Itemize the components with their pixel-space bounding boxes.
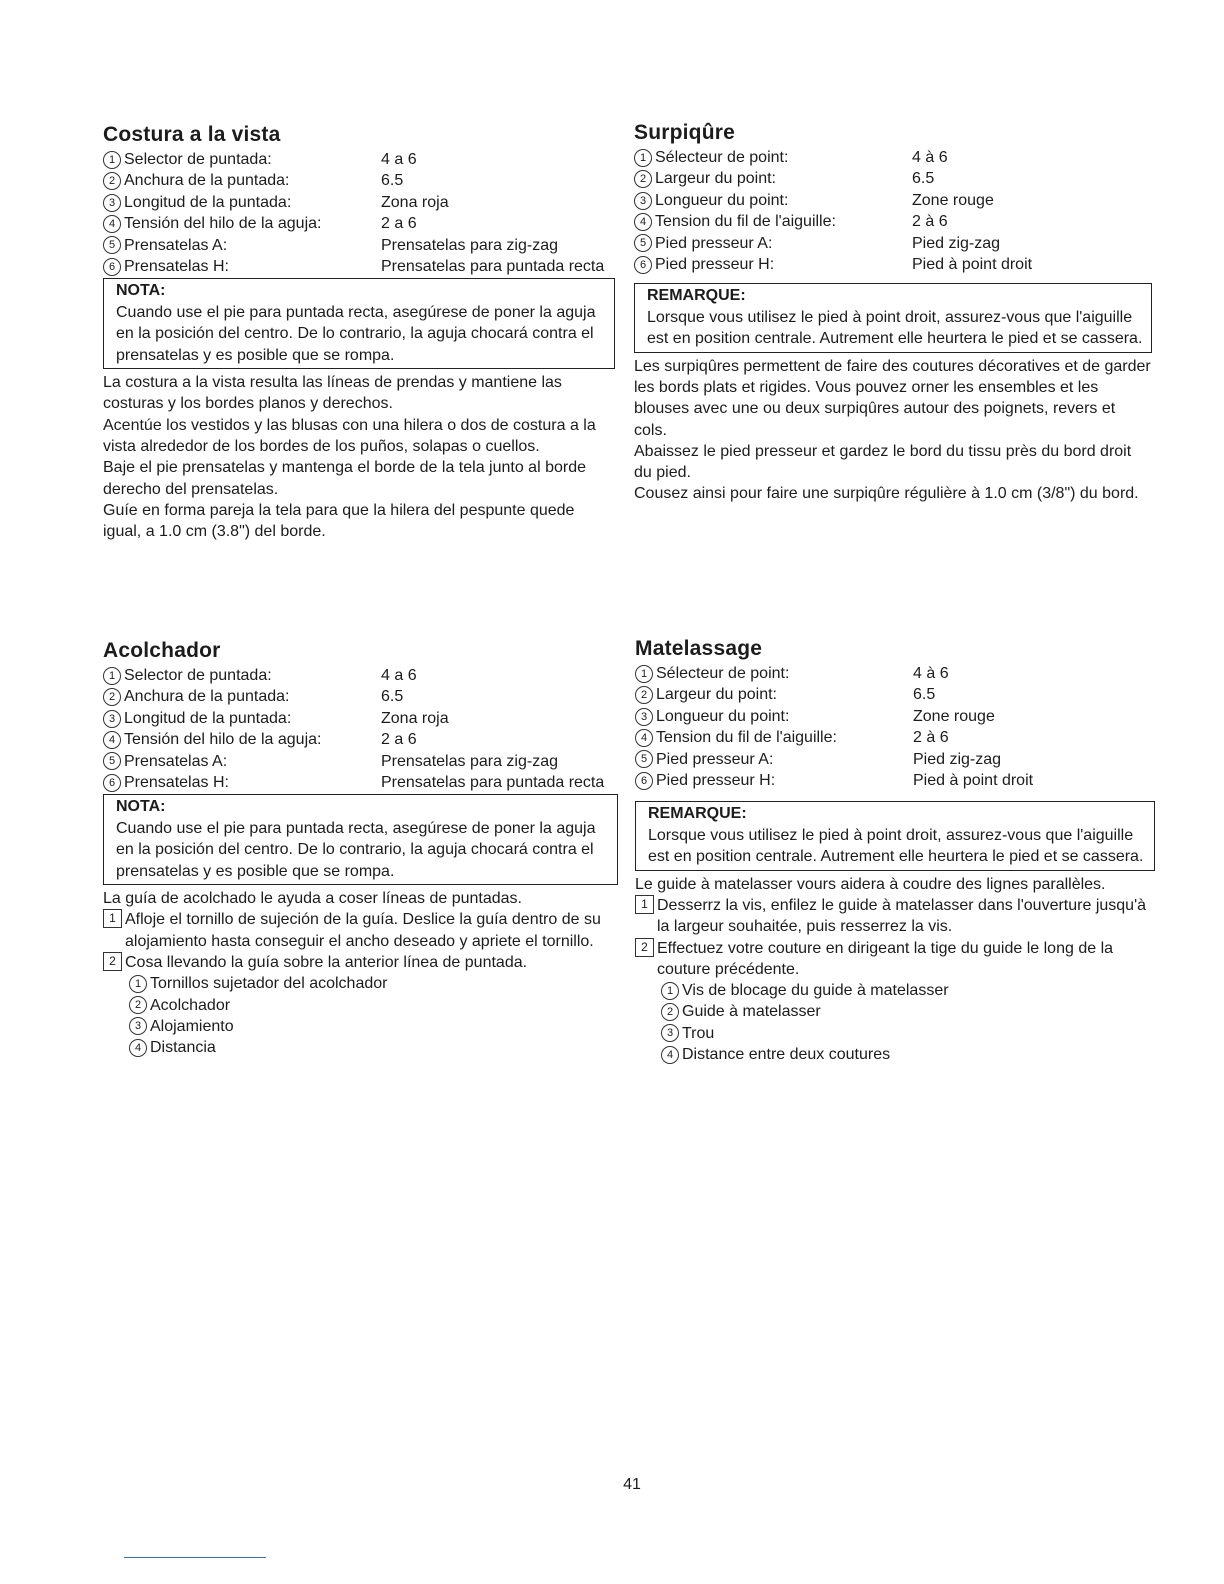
setting-row — [634, 147, 1152, 168]
circled-number: 3 — [103, 194, 121, 212]
setting-value: 4 à 6 — [912, 149, 948, 166]
note-text: Cuando use el pie para puntada recta, asegúrese de poner la aguja en la posición del centro. De lo contrario, la aguja chocará contra el prensatelas y es posible que se rompa. — [116, 303, 596, 364]
section-acolchador — [103, 637, 618, 1058]
setting-label: Tension du fil de l'aiguille: — [655, 213, 836, 231]
setting-row — [103, 256, 615, 277]
setting-label: Longitud de la puntada: — [124, 193, 292, 211]
setting-value: 6.5 — [381, 172, 404, 190]
setting-label: Prensatelas H: — [124, 774, 229, 792]
paragraph: Les surpiqûres permettent de faire des coutures décoratives et de garder les bords plats et rigides. Vous pouvez orner les ensembles et les blouses avec une ou deux surpiqûres autour des poignets, revers et cols. — [634, 357, 1151, 439]
part-item — [129, 995, 618, 1016]
setting-value: Pied à point droit — [913, 772, 1034, 790]
setting-label: Pied presseur A: — [656, 750, 774, 768]
setting-label: Prensatelas A: — [124, 236, 228, 254]
part-item — [661, 1023, 1155, 1044]
circled-number: 5 — [634, 234, 652, 252]
parts-list — [635, 980, 1155, 1065]
setting-value: Zone rouge — [913, 707, 995, 725]
setting-label: Pied presseur A: — [655, 234, 773, 252]
section-title: Surpiqûre — [634, 121, 735, 144]
setting-label: Longitud de la puntada: — [124, 709, 292, 727]
part-label: Guide à matelasser — [682, 1003, 821, 1021]
circled-number: 6 — [103, 258, 121, 276]
section-title: Acolchador — [103, 639, 221, 662]
setting-value: 2 a 6 — [381, 215, 417, 233]
step-text: Desserrz la vis, enfilez le guide à matelasser dans l'ouverture jusqu'à la largeur souhaitée, puis resserrez la vis. — [657, 896, 1147, 936]
setting-label: Pied presseur H: — [656, 772, 776, 790]
paragraph: La costura a la vista resulta las líneas de prendas y mantiene las costuras y los bordes planos y derechos. — [103, 374, 562, 413]
circled-number: 3 — [635, 708, 653, 726]
setting-row — [634, 168, 1152, 189]
step-text: Cosa llevando la guía sobre la anterior línea de puntada. — [125, 953, 528, 971]
setting-row — [103, 686, 618, 707]
setting-label: Pied presseur H: — [655, 256, 775, 274]
step-text: Effectuez votre couture en dirigeant la tige du guide le long de la couture précédente. — [657, 939, 1114, 978]
circled-number: 1 — [103, 151, 121, 169]
setting-label: Largeur du point: — [655, 170, 776, 188]
note-box — [103, 794, 618, 885]
part-item — [661, 1001, 1155, 1022]
circled-number: 1 — [129, 975, 147, 993]
circled-number: 3 — [661, 1024, 679, 1042]
setting-row — [635, 706, 1155, 727]
circled-number: 2 — [103, 172, 121, 190]
setting-label: Tension du fil de l'aiguille: — [656, 729, 837, 747]
circled-number: 2 — [129, 996, 147, 1014]
setting-row — [103, 729, 618, 750]
circled-number: 1 — [635, 665, 653, 683]
step-number: 2 — [103, 952, 122, 971]
intro-text: La guía de acolchado le ayuda a coser líneas de puntadas. — [103, 890, 522, 908]
setting-row — [635, 663, 1155, 684]
part-label: Trou — [682, 1024, 715, 1042]
step-number: 2 — [635, 938, 654, 957]
part-label: Alojamiento — [150, 1017, 234, 1035]
setting-label: Prensatelas H: — [124, 258, 229, 276]
page-number: 41 — [623, 1476, 641, 1493]
setting-value: Pied zig-zag — [913, 750, 1002, 768]
setting-row — [634, 211, 1152, 232]
step-text: Afloje el tornillo de sujeción de la guía. Deslice la guía dentro de su alojamiento hasta conseguir el ancho deseado y apriete el tornillo. — [125, 911, 601, 950]
setting-row — [635, 684, 1155, 705]
note-box — [634, 283, 1152, 352]
setting-row — [103, 192, 615, 213]
setting-value: Zone rouge — [912, 191, 994, 209]
circled-number: 6 — [635, 772, 653, 790]
section-title: Matelassage — [635, 637, 763, 660]
step — [103, 952, 618, 973]
setting-value: Zona roja — [381, 709, 449, 727]
circled-number: 1 — [661, 982, 679, 1000]
part-label: Distance entre deux coutures — [682, 1046, 891, 1064]
circled-number: 3 — [103, 710, 121, 728]
setting-value: 4 a 6 — [381, 151, 417, 168]
setting-value: 2 à 6 — [913, 729, 949, 747]
setting-value: 6.5 — [913, 686, 936, 704]
settings-list — [103, 149, 615, 277]
circled-number: 4 — [635, 729, 653, 747]
step — [635, 938, 1155, 981]
paragraph: Guíe en forma pareja la tela para que la hilera del pespunte quede igual, a 1.0 cm (3.8") del borde. — [103, 501, 575, 541]
circled-number: 2 — [661, 1003, 679, 1021]
setting-value: Prensatelas para zig-zag — [381, 236, 558, 254]
setting-row — [103, 213, 615, 234]
note-text: Cuando use el pie para puntada recta, asegúrese de poner la aguja en la posición del centro. De lo contrario, la aguja chocará contra el prensatelas y es posible que se rompa. — [116, 819, 596, 880]
part-label: Tornillos sujetador del acolchador — [150, 975, 388, 993]
setting-value: Pied zig-zag — [912, 234, 1001, 252]
circled-number: 5 — [103, 752, 121, 770]
setting-row — [635, 727, 1155, 748]
setting-value: 6.5 — [912, 170, 935, 188]
part-item — [661, 1044, 1155, 1065]
setting-label: Tensión del hilo de la aguja: — [124, 215, 322, 233]
part-item — [129, 1037, 618, 1058]
settings-list — [103, 665, 618, 793]
setting-row — [634, 254, 1152, 275]
setting-value: 4 a 6 — [381, 667, 417, 684]
paragraph: Abaissez le pied presseur et gardez le bord du tissu près du bord droit du pied. — [634, 442, 1132, 482]
note-title: REMARQUE: — [648, 805, 747, 823]
setting-label: Anchura de la puntada: — [124, 172, 290, 190]
part-item — [129, 1016, 618, 1037]
setting-row — [103, 170, 615, 191]
circled-number: 6 — [103, 774, 121, 792]
setting-label: Sélecteur de point: — [656, 665, 790, 682]
step-number: 1 — [635, 895, 654, 914]
circled-number: 1 — [634, 149, 652, 167]
paragraph: Baje el pie prensatelas y mantenga el borde de la tela junto al borde derecho del prensatelas. — [103, 459, 586, 498]
setting-value: 4 à 6 — [913, 665, 949, 682]
circled-number: 2 — [634, 170, 652, 188]
setting-row — [103, 235, 615, 256]
part-item — [661, 980, 1155, 1001]
part-label: Vis de blocage du guide à matelasser — [682, 982, 949, 1000]
setting-label: Anchura de la puntada: — [124, 688, 290, 706]
circled-number: 4 — [103, 215, 121, 233]
setting-row — [634, 233, 1152, 254]
note-box — [635, 801, 1155, 870]
part-label: Distancia — [150, 1039, 216, 1057]
footer-rule — [124, 1557, 266, 1558]
setting-row — [103, 772, 618, 793]
circled-number: 4 — [103, 731, 121, 749]
circled-number: 6 — [634, 256, 652, 274]
setting-row — [103, 665, 618, 686]
section-surpiqure — [634, 119, 1152, 505]
settings-list — [635, 663, 1155, 791]
circled-number: 2 — [635, 686, 653, 704]
circled-number: 3 — [634, 192, 652, 210]
note-text: Lorsque vous utilisez le pied à point droit, assurez-vous que l'aiguille est en position centrale. Autrement elle heurtera le pied et se cassera. — [647, 308, 1143, 348]
note-title: REMARQUE: — [647, 287, 746, 305]
setting-row — [103, 751, 618, 772]
part-label: Acolchador — [150, 996, 231, 1014]
setting-value: Prensatelas para zig-zag — [381, 752, 558, 770]
paragraph: Acentúe los vestidos y las blusas con una hilera o dos de costura a la vista alrededor de los bordes de los puños, solapas o cuellos. — [103, 416, 596, 455]
circled-number: 4 — [661, 1046, 679, 1064]
setting-row — [103, 149, 615, 170]
intro-text: Le guide à matelasser vours aidera à coudre des lignes parallèles. — [635, 875, 1106, 893]
setting-label: Selector de puntada: — [124, 151, 272, 168]
setting-value: 2 a 6 — [381, 731, 417, 749]
paragraph: Cousez ainsi pour faire une surpiqûre régulière à 1.0 cm (3/8") du bord. — [634, 485, 1139, 503]
circled-number: 4 — [634, 213, 652, 231]
section-matelassage — [635, 635, 1155, 1065]
setting-label: Longueur du point: — [656, 707, 790, 725]
setting-value: 6.5 — [381, 688, 404, 706]
setting-label: Sélecteur de point: — [655, 149, 789, 166]
circled-number: 3 — [129, 1017, 147, 1035]
section-title: Costura a la vista — [103, 123, 281, 146]
note-text: Lorsque vous utilisez le pied à point droit, assurez-vous que l'aiguille est en position centrale. Autrement elle heurtera le pied et se cassera. — [648, 826, 1144, 866]
settings-list — [634, 147, 1152, 275]
setting-value: Prensatelas para puntada recta — [381, 258, 605, 276]
setting-label: Prensatelas A: — [124, 752, 228, 770]
note-box — [103, 278, 615, 369]
circled-number: 5 — [635, 750, 653, 768]
setting-value: Zona roja — [381, 193, 449, 211]
circled-number: 5 — [103, 236, 121, 254]
setting-label: Largeur du point: — [656, 686, 777, 704]
circled-number: 1 — [103, 667, 121, 685]
setting-value: Pied à point droit — [912, 256, 1033, 274]
circled-number: 4 — [129, 1039, 147, 1057]
setting-label: Selector de puntada: — [124, 667, 272, 684]
parts-list — [103, 973, 618, 1058]
part-item — [129, 973, 618, 994]
setting-label: Tensión del hilo de la aguja: — [124, 731, 322, 749]
step — [635, 895, 1155, 938]
setting-value: Prensatelas para puntada recta — [381, 774, 605, 792]
setting-row — [635, 749, 1155, 770]
step-number: 1 — [103, 909, 122, 928]
setting-label: Longueur du point: — [655, 191, 789, 209]
note-title: NOTA: — [116, 282, 166, 300]
setting-row — [103, 708, 618, 729]
setting-row — [635, 770, 1155, 791]
setting-row — [634, 190, 1152, 211]
step — [103, 909, 618, 952]
circled-number: 2 — [103, 688, 121, 706]
note-title: NOTA: — [116, 798, 166, 816]
section-costura-a-la-vista — [103, 121, 615, 542]
setting-value: 2 à 6 — [912, 213, 948, 231]
